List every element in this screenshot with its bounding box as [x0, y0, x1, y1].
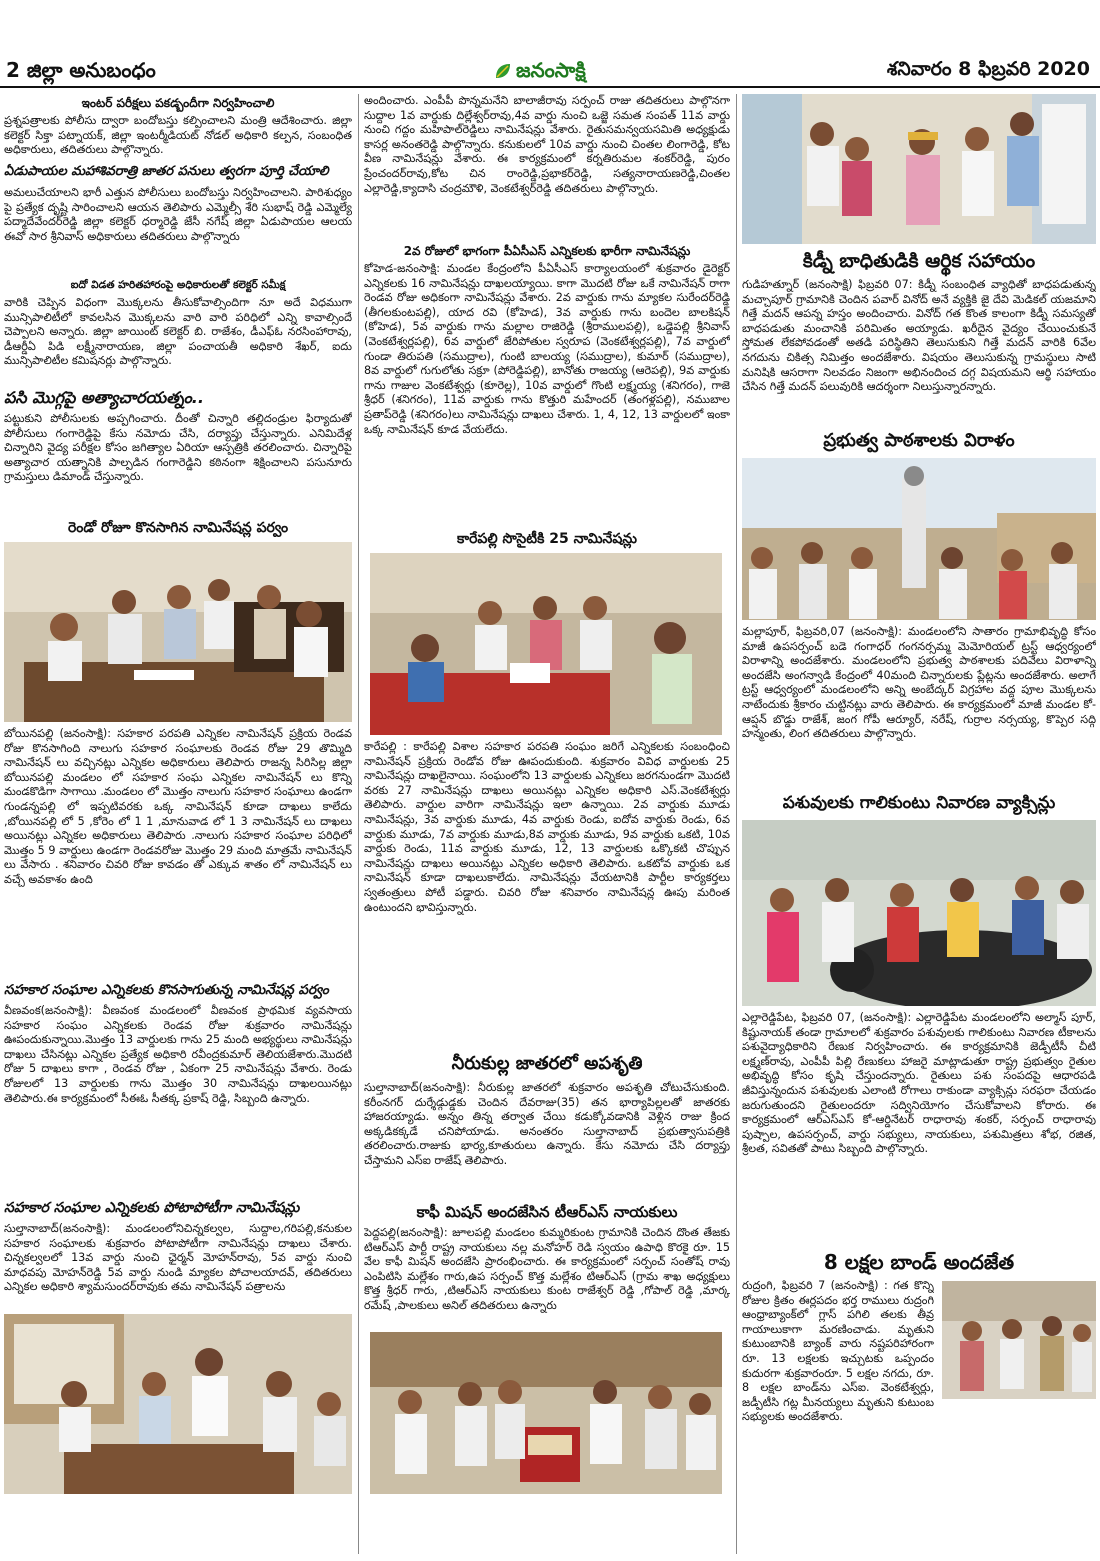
article-body: రుద్రంగి, ఫిబ్రవరి 7 (జనంసాక్షి) : గత కొన్ని రోజుల క్రితం ఈర్లపదం భర్త రాములు రుద్రంగి ఆంధ్రాబ్యాంక్‌లో గ్లాస్ పగిలి తలకు తీవ్ర గాయాలుకాగా మరణించాడు. మృతుని కుటుంబానికి బ్యాంక్ వారు నష్టపరిహారంగా రూ. 13 లక్షలకు ఇచ్చుటకు ఒప్పందం కుదురగా శుక్రవారంరూ. 5 లక్షల నగదు, రూ. 8 లక్షల బాండ్‌ను ఎస్ఐ. వెంకటేశ్వర్లు, జడ్పీటీసి గట్ల మీనయ్యలు మృతుని కుటుంబ సభ్యులకు అందజేశారు.: [742, 1279, 934, 1424]
article-body: బోయినపల్లి (జనంసాక్షి): సహకార పరపతి ఎన్నికల నామినేషన్ ప్రక్రియ రెండవ రోజు కొనసాగింది నాలుగు సహకార సంఘాలకు రెండవ రోజు 29 తొమ్మిది నామినేషన్ లు వచ్చినట్లు ఎన్నికల అధికారులు తెలిపారు రాజన్న సిరిసిల్ల జిల్లా బోయినపల్లి మండలం లో సహకార సంఘ ఎన్నికల నామినేషన్ లు కొన్ని మండకొడిగా సాగాయి .మండలం లో మొత్తం నాలుగు సహకార సంఘాలు ఉండగా గుండన్నపల్లి లో ఇప్పటివరకు ఒక్క నామినేషన్ కూడా దాఖలు కాలేదు ,బోయినపల్లి లో 5 ,కోరెం లో 1 1 ,మానువాడ లో 1 3 నామినేషన్ లు దాఖలు అయినట్లు ఎన్నికల అధికారులు తెలిపారు .నాలుగు సహకార సంఘాల పరిధిలో మొత్తం 5 9 వార్డులు ఉండగా రెండవరోజు మొత్తం 29 మంది మాత్రమే నామినేషన్ లు వేసారు . శనివారం చివరి రోజు కావడం తో ఎక్కువ శాతం లో నామినేషన్ లు వచ్చే అవకాశం ఉంది: [4, 727, 352, 886]
article-body: ఎల్లారెడ్డిపేట, ఫిబ్రవరి 07, (జనంసాక్షి): ఎల్లారెడ్డిపేట మండలంలోని అల్మాస్ పూర్, కిష్టునాయక్ తండా గ్రామాలలో శుక్రవారం పశువులకు గాలికుంటు నివారణ టీకాలను పశువైద్యాధికారిని రేణుక నిర్వహించారు. ఈ కార్యక్రమానికి జెడ్పీటీసీ చీటి లక్ష్మణ్‌రావు, ఎంపీపీ పిల్లి రేణుకలు హాజరై మాట్లాడుతూ రాష్ట్ర ప్రభుత్వం రైతుల అభివృద్ధి కోసం కృషి చేస్తుందన్నారు. రైతులు పశు సంపదపై ఆధారపడి జీవిస్తున్నందున పశువులకు ఎలాంటి రోగాలు రాకుండా వ్యాక్సిన్లు సరఫరా చేయడం జరుగుతుందని రైతులందరూ సద్వినియోగం చేసుకోవాలని కోరారు. ఈ కార్యక్రమంలో ఆర్ఎస్ఎస్ కో-ఆర్డినేటర్ రాధారావు శంకర్, సర్పంచ్ రాధారావు పుష్పాల, ఉపసర్పంచ్, వార్డు సభ్యులు, నాయకులు, పశుమిత్రలు శోభ, రజిత, శ్రీలత, సవితతో పాటు సిబ్బంది పాల్గొన్నారు.: [742, 1011, 1096, 1156]
article-headline: ప్రభుత్వ పాఠశాలకు విరాళం: [823, 430, 1015, 451]
newspaper-brand: [494, 58, 586, 87]
article-headline: పశువులకు గాలికుంటు నివారణ వ్యాక్సిన్లు: [782, 793, 1056, 813]
article-body: వారికి చెప్పిన విధంగా మొక్కలను తీసుకోవాల్సిందిగా నూ అదే విధముగా మున్సిపాలిటీలో కావలసిన మొక్కలను వారి వారి పరిధిలో ఎన్ని కావాల్సిందే చెప్పాలని అన్నారు. జిల్లా జాయింట్ కలెక్టర్ బి. రాజేశం, డీఎఫ్ఓ నరసింహారావు, డీఆర్డీఏ పిడి లక్ష్మీనారాయణ, జిల్లా పంచాయతీ అధికారి శేఖర్, ఐదు మున్సిపాలిటీల కమిషనర్లు పాల్గొన్నారు.: [4, 296, 352, 368]
article-headline: పసి మొగ్గపై అత్యాచారయత్నం..: [4, 388, 204, 407]
news-photo-kidney-aid: [742, 94, 1096, 244]
article-body: సుల్తానాబాద్(జనంసాక్షి): నీరుకుల్ల జాతరలో శుక్రవారం అపశృతి చోటుచేసుకుంది. కరీంనగర్ దుర్శేడ్గుడ్డకు చెందిన దేవరాజు(35) తన భార్యాపిల్లలతో జాతరకు హాజరయ్యాడు. అన్నం తిన్న తర్వాత చేయి కడుక్కోవడానికి వెళ్లిన రాజు క్రింద అక్కడికక్కడే చనిపోయాడు. అనంతరం సుల్తానాబాద్ ప్రభుత్వాసుపత్రికి తరలించారు.రాజుకు భార్య,కూతురులు ఉన్నారు. కేసు నమోదు చేసి దర్యాప్తు చేస్తామని ఎస్ఐ రాజేష్ తెలిపారు.: [364, 1081, 730, 1167]
article-body: వీణవంక(జనంసాక్షి): వీణవంక మండలంలో వీణవంక ప్రాథమిక వ్యవసాయ సహకార సంఘం ఎన్నికలకు రెండవ రోజు శుక్రవారం నామినేషన్లు ఊపందుకున్నాయి.మొత్తం 13 వార్డులకు గాను 25 మంది అభ్యర్థులు నామినేషన్లు దాఖలు చేసినట్లు ఎన్నికల ప్రత్యేక అధికారి రవీంద్రకుమార్ తెలియజేశారు.మొదటి రోజు 5 దాఖలు కాగా , రెండవ రోజు , ఏకంగా 25 నామినేషన్లు వేశారు. రెండు రోజులలో 13 వార్డులకు గాను మొత్తం 30 నామినేషన్లు దాఖలయినట్లు తెలిపారు.ఈ కార్యక్రమంలో సీఈఓ సీతక్క ప్రకాష్ రెడ్డి, సిబ్బంది ఉన్నారు.: [4, 1004, 352, 1105]
article-headline: 8 లక్షల బాండ్ అందజేత: [823, 1250, 1015, 1274]
news-photo-cattle-vaccination: [742, 820, 1096, 1006]
article-headline: కారేపల్లి సొసైటీకి 25 నామినేషన్లు: [456, 531, 638, 547]
article-headline: 2వ రోజులో భాగంగా పీఏసీఎస్ ఎన్నికలకు భారీగా నామినేషన్లు: [403, 244, 691, 258]
news-photo-nomination-filing: [4, 1314, 352, 1494]
article-body: మల్లాపూర్, ఫిబ్రవరి,07 (జనంసాక్షి): మండలంలోని సాతారం గ్రామాభివృద్ధి కోసం మాజీ ఉపసర్పంచ్ బడె గంగాధర్ గంగనర్సమ్మ మెమోరియల్ ట్రస్ట్ ఆధ్వర్యంలో విరాళాన్ని అందజేశారు. మండలంలోని ప్రభుత్వ పాఠశాలకు పదివేలు విరాళాన్ని అందజేసి అంగన్వాడి కేంద్రంలో 40మంది చిన్నారులకు ప్లేట్లను అందజేశారు. అలాగే ట్రస్ట్ ఆధ్వర్యంలో మండలంలోని అన్ని అంబేద్కర్ విగ్రహాల వద్ద పూల మొక్కలను నాటేందుకు శ్రీకారం చుట్టినట్లు వారు తెలిపారు. ఈ కార్యక్రమంలో మాజీ మండల కో-ఆప్షన్ బొడ్డు రాజేశ్, జంగ గోపీ ఆర్యూర్, నరేష్, గుర్రాల నర్సయ్య, కొప్పెర సద్గి హన్మంతు, లింగ తదితరులు పాల్గొన్నారు.: [742, 625, 1096, 741]
article-subheadline: ఐదో విడత హరితహారంపై అధికారులతో కలెక్టర్ సమీక్ష: [70, 279, 286, 291]
column-rule: [736, 94, 737, 1554]
article-headline: కాఫీ మిషన్ అందజేసిన టీఆర్ఎస్ నాయకులు: [416, 1203, 678, 1221]
page-section-label: 2 జిల్లా అనుబంధం: [6, 58, 156, 82]
article-body: పెద్దపల్లి(జనంసాక్షి): జూలపల్లి మండలం కుమ్మరికుంట గ్రామానికి చెందిన దొంత తేజకు టిఆర్ఎస్ పార్టీ రాష్ట్ర నాయకులు నల్ల మనోహర్ రెడి స్వయం ఉపాధి కొరకై రూ. 15 వేల కాఫీ మిషన్ అందజేసి ప్రారంభించారు. ఈ కార్యక్రమంలో సర్పంచ్ సంతోష్ రావు ఎంపిటిసి మల్లేశం గారు,ఉప సర్పంచ్ కొత్త మల్లేశం టిఆర్ఎస్ (గ్రామ శాఖ అధ్యక్షులు కొత్త శ్రీధర్ గారు, ,టిఆర్ఎస్ నాయకులు కుంట రాజేశ్వర్ రెడ్డి ,గోపాల్ రెడ్డి ,మార్క రమేష్ ,పాలకులు అనిల్ తదితరులు ఉన్నారు: [364, 1226, 730, 1312]
news-photo-school-donation: [742, 458, 1096, 620]
article-body: కారేపల్లి : కారేపల్లి విశాల సహకార పరపతి సంఘం జరిగే ఎన్నికలకు సంబంధించి నామినేషన్ ప్రక్రియ రెండోవ రోజు ఊపందుకుంది. శుక్రవారం వివిధ వార్డులకు 25 నామినేషన్లు దాఖలైనాయి. సంఘంలోని 13 వార్డులకు ఎన్నికలు జరగనుండగా మొదటి వరకు 27 నామినేషన్లు దాఖలు అయినట్లు ఎన్నికల అధికారి ఎస్.వెంకటేశ్వర్లు తెలిపారు. వార్డుల వారిగా నామినేషన్లు ఇలా ఉన్నాయి. 2వ వార్డుకు మూడు నామినేషన్లు, 3వ వార్డుకు మూడు, 4వ వార్డుకు రెండు, ఐదోవ వార్డుకు రెండు, 6వ వార్డుకు మూడు, 7వ వార్డుకు మూడు,8వ వార్డుకు మూడు, 9వ వార్డుకు ఒకటి, 10వ వార్డుకు రెండు, 11వ వార్డుకు మూడు, 12, 13 వార్డులకు ఒక్కొకటి చొప్పున నామినేషన్లు దాఖలు అయినట్లు ఎన్నికల అధికారి తెలిపారు. ఒకటోవ వార్డుకు ఒక నామినేషన్ కూడా దాఖలుకాలేదు. నామినేషన్లు వేయటానికి పార్టీల కార్యకర్తలు స్వతంత్రులు పోటీ పడ్డారు. చివరి రోజు శనివారం నామినేషన్ల ఊపు మరింత ఉంటుందని భావిస్తున్నారు.: [364, 740, 730, 914]
issue-date: శనివారం 8 ఫిబ్రవరి 2020: [886, 58, 1090, 80]
news-photo-bond-handover: [942, 1281, 1096, 1399]
article-headline: నీరుకుల్ల జాతరలో అపశృతి: [451, 1053, 643, 1074]
brand-leaf-icon: [494, 62, 512, 80]
news-photo-coffee-machine: [370, 1332, 722, 1494]
article-body: అందించారు. ఎంపీపీ పొన్నమనేని బాలాజీరావు సర్పంచ్ రాజు తదితరులు పాల్గొనగా సుద్దాల 1వ వార్డుకు దిల్లేశ్వర్‌రావు,4వ వార్డు నుంచి ఒజ్జె సమత సంపత్ 11వ వార్డు నుంచి గద్దం మహిపాల్‌రెడ్డిలు నామినేషన్లు వేశారు. రైతుసమన్వయసమితి అధ్యక్షుడు కాసర్ల అనంతరెడ్డి పాల్గొన్నారు. కనుకులలో 10వ వార్డు నుంచి చింతల లింగారెడ్డి, కోట వీణ నామినేషన్లు వేశారు. ఈ కార్యక్రమంలో కర్నతిరుమల శంకర్‌రెడ్డి, పురం ప్రేంచందర్‌రావు,కోట చిన రాంరెడ్డి,ప్రభాకర్‌రెడ్డి, సత్యనారాయణరెడ్డి,చింతల ఎల్లారెడ్డి,క్యాదాసి చంద్రమౌళి, వెంకటేశ్వర్‌రెడ్డి తదితరులు పాల్గొన్నారు.: [364, 94, 730, 195]
news-photo-karepalli-society: [370, 553, 722, 735]
news-photo-nomination-office: [4, 542, 352, 722]
column-middle: [364, 94, 730, 1499]
article-body: సుల్తానాబాద్(జనంసాక్షి): మండలంలోనిచిన్నకల్వల, సుద్దాల,గరిపల్లి,కనుకుల సహకార సంఘాలకు శుక్రవారం పోటాపోటీగా నామినేషన్లు దాఖలు చేశారు. చిన్నకల్వలలో 13వ వార్డు నుంచి ఛైర్మన్ మోహన్‌రావు, 5వ వార్డు నుంచి మాధవపు మోహన్‌రెడ్డి 5వ వార్డు నుండి మ్యాకల పోచాలయాదవ్, తదితరులు ఎన్నికల అధికారి శ్యామసుందర్‌రావుకు తమ నామినేషన్ పత్రాలను: [4, 1222, 352, 1294]
article-headline: సహకార సంఘాల ఎన్నికలకు కొనసాగుతున్న నామినేషన్ల పర్వం: [4, 982, 329, 998]
article-body: అమలుచేయాలని భారీ ఎత్తున పోలీసులు బందోబస్తు నిర్వహించాలని. పారిశుధ్యం పై ప్రత్యేక దృష్టి సారించాలని ఆయన తెలిపారు ఎమ్మెల్సీ శేరి సుభాష్ రెడ్డి ఎమ్మెల్యే పద్మాదేవేందర్‌రెడ్డి జిల్లా కలెక్టర్ ధర్మారెడ్డి జేసీ నగేష్ జిల్లా ఏడుపాయల ఆలయ ఈవో సార శ్రీనివాస్ అధికారులు తదితరులు పాల్గొన్నారు: [4, 186, 352, 243]
brand-name: జనంసాక్షి: [516, 58, 586, 82]
article-headline: ఇంటర్ పరీక్షలు పకడ్బందీగా నిర్వహించాలి: [81, 96, 275, 110]
column-rule: [358, 94, 359, 1554]
article-headline: సహకార సంఘాల ఎన్నికలకు పోటాపోటీగా నామినేషన్లు: [4, 1200, 300, 1216]
article-body: కోహెడ-జనంసాక్షి: మండల కేంద్రంలోని పీఏసీఎస్ కార్యాలయంలో శుక్రవారం డైరెక్టర్ ఎన్నికలకు 16 నామినేషన్లు దాఖలయ్యాయి. కాగా మొదటి రోజు ఒకే నామినేషన్ రాగా రెండవ రోజు అధికంగా నామినేషన్లు వేశారు. 2వ వార్డుకు గాను మ్యాకల సురేందర్‌రెడ్డి (తీగలకుంటపల్లి), యాద రవి (కోహెడ), 3వ వార్డుకు గాను బందెల బాలకిషన్ (కోహెడ), 5వ వార్డుకు గాను మల్లాల రాజిరెడ్డి (శ్రీరాములపల్లి), ఒడ్డెపల్లి శ్రీనివాస్ (వెంకటేశ్వర్లపల్లి), 6వ వార్డులో జేరిపోతుల స్వరూప (వెంకటేశ్వర్లపల్లి), 7వ వార్డులో గుండా తిరుపతి (సముద్రాల), గుంటి బాలయ్య (సముద్రాల), కుమార్ (సముద్రాల), 8వ వార్డులో గుగులోతు సక్రూ (పోరెడ్డిపల్లి), బానోతు రాజయ్య (ఆరెపల్లి), 9వ వార్డుకు గాను గాజుల వెంకటేశ్వర్లు (కూరెల్ల), 10వ వార్డులో గొంటి లక్ష్మయ్య (శనిగరం), గాజె శ్రీధర్ (శనిగరం), 11వ వార్డుకు గాను కొత్తురి మహేందర్ (తంగళ్లపల్లి), నముబాల ప్రతాప్‌రెడ్డి (శనిగరం)లు నామినేషన్లు దాఖలు చేశారు. 1, 4, 12, 13 వార్డులలో ఇంకా ఒక్క నామినేషన్ కూడ వేయలేదు.: [364, 262, 730, 436]
article-body: గుడిహత్నూర్ (జనంసాక్షి) ఫిబ్రవరి 07: కిడ్నీ సంబంధిత వ్యాధితో బాధపడుతున్న మచ్చాపూర్ గ్రామానికి చెందిన పవార్ వినోద్ అనే వ్యక్తికి జై దేవి మెడికల్ యజమాని గిత్తే మదన్ ఆపన్న హస్తం అందించారు. వినోద్ గత కొంత కాలంగా కిడ్నీ సమస్యతో బాధపడుతు మంచానికి పరిమితం అయ్యాడు. ఖరీదైన వైద్యం చేయించుకునే స్తోమత లేకపోవడంతో అతడి పరిస్థితిని తెలుసుకుని గిత్తే మదన్ వారికి 6వేల నగదును చికిత్స నిమిత్తం అందజేశారు. విషయం తెలుసుకున్న గ్రామస్థులు సాటి మనిషికి ఆసరాగా నిలవడం నిజంగా అభినందించ దగ్గ విషయమని ఆర్థి సహాయం చేసిన గిత్తే మదన్ పలువురికి ఆదర్శంగా నిలుస్తున్నారన్నారు.: [742, 278, 1096, 394]
article-body: పట్టుకుని పోలీసులకు అప్పగించారు. దీంతో చిన్నారి తల్లిదండ్రుల ఫిర్యాదుతో పోలీసులు గంగారెడ్డిపై కేసు నమోదు చేసి, దర్యాప్తు చేస్తున్నారు. ఎనిమిదేళ్ల చిన్నారిని వైద్య పరీక్షల కోసం జగిత్యాల ఏరియా ఆస్పత్రికి తరలించారు. చిన్నారిపై అత్యాచార యత్నానికి పాల్పడిన గంగారెడ్డిని కఠినంగా శిక్షించాలని పసునూరు గ్రామస్తులు డిమాండ్ చేస్తున్నారు.: [4, 412, 352, 484]
article-headline: ఏడుపాయల మహాశివరాత్రి జాతర పనులు త్వరగా పూర్తి చేయాలి: [4, 164, 329, 179]
article-body: ప్రశ్నపత్రాలకు పోలీసు ద్వారా బందోబస్తు కల్పించాలని మంత్రి ఆదేశించారు. జిల్లా కలెక్టర్ సిక్తా పట్నాయక్, జిల్లా ఇంటర్మీడియట్ నోడల్ అధికారి కల్పన, సంబంధిత అధికారులు, తదితరులు పాల్గొన్నారు.: [4, 114, 352, 157]
column-right: [742, 94, 1096, 1429]
column-left: [4, 94, 352, 1499]
article-headline: రెండో రోజూ కొనసాగిన నామినేషన్ల పర్వం: [67, 520, 289, 536]
article-headline: కిడ్నీ బాధితుడికి ఆర్థిక సహాయం: [802, 250, 1036, 272]
masthead: [0, 56, 1100, 88]
